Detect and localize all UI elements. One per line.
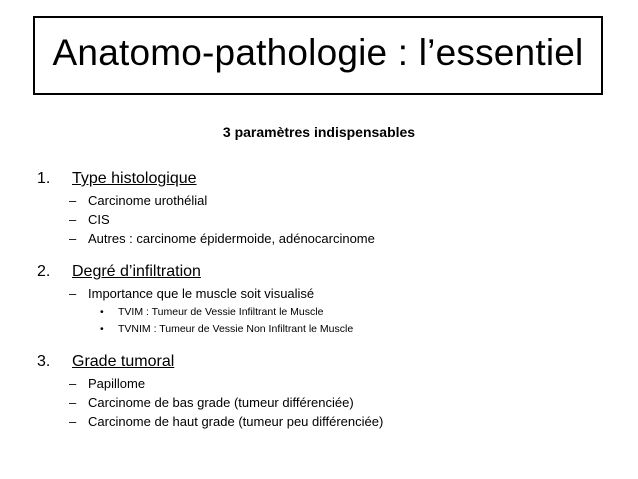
dash-icon: – <box>69 376 77 391</box>
list-item <box>69 414 383 430</box>
sub-list-item <box>100 306 323 319</box>
bullet-icon: • <box>100 323 104 335</box>
subtitle-text: 3 paramètres indispensables <box>222 124 416 140</box>
dash-icon: – <box>69 414 77 429</box>
list-item <box>69 193 207 209</box>
list-item-text: Papillome <box>88 376 146 391</box>
list-item <box>69 286 314 302</box>
title-box <box>33 16 603 95</box>
section-number: 2. <box>37 263 51 280</box>
dash-icon: – <box>69 212 77 227</box>
slide-subtitle <box>0 124 638 140</box>
section-number: 1. <box>37 170 51 187</box>
dash-icon: – <box>69 286 77 301</box>
dash-icon: – <box>69 193 77 208</box>
section-heading: Degré d’infiltration <box>72 263 201 280</box>
bullet-icon: • <box>100 306 104 318</box>
dash-icon: – <box>69 395 77 410</box>
list-item-text: Carcinome de haut grade (tumeur peu différenciée) <box>88 414 384 429</box>
dash-icon: – <box>69 231 77 246</box>
list-item <box>69 395 354 411</box>
list-item-text: Carcinome de bas grade (tumeur différenciée) <box>88 395 354 410</box>
section-heading: Grade tumoral <box>72 353 175 370</box>
list-item-text: Importance que le muscle soit visualisé <box>88 286 315 301</box>
list-item-text: Autres : carcinome épidermoide, adénocarcinome <box>88 231 375 246</box>
list-item <box>69 231 375 247</box>
list-item-text: Carcinome urothélial <box>88 193 208 208</box>
list-item <box>69 212 110 228</box>
list-item-text: CIS <box>88 212 110 227</box>
section-heading: Type histologique <box>72 170 197 187</box>
section-number: 3. <box>37 353 51 370</box>
sub-list-item <box>100 323 353 336</box>
slide-title: Anatomo-pathologie : l’essentiel <box>52 32 584 73</box>
sub-list-item-text: TVNIM : Tumeur de Vessie Non Infiltrant le Muscle <box>118 323 354 335</box>
sub-list-item-text: TVIM : Tumeur de Vessie Infiltrant le Muscle <box>118 306 324 318</box>
list-item <box>69 376 145 392</box>
